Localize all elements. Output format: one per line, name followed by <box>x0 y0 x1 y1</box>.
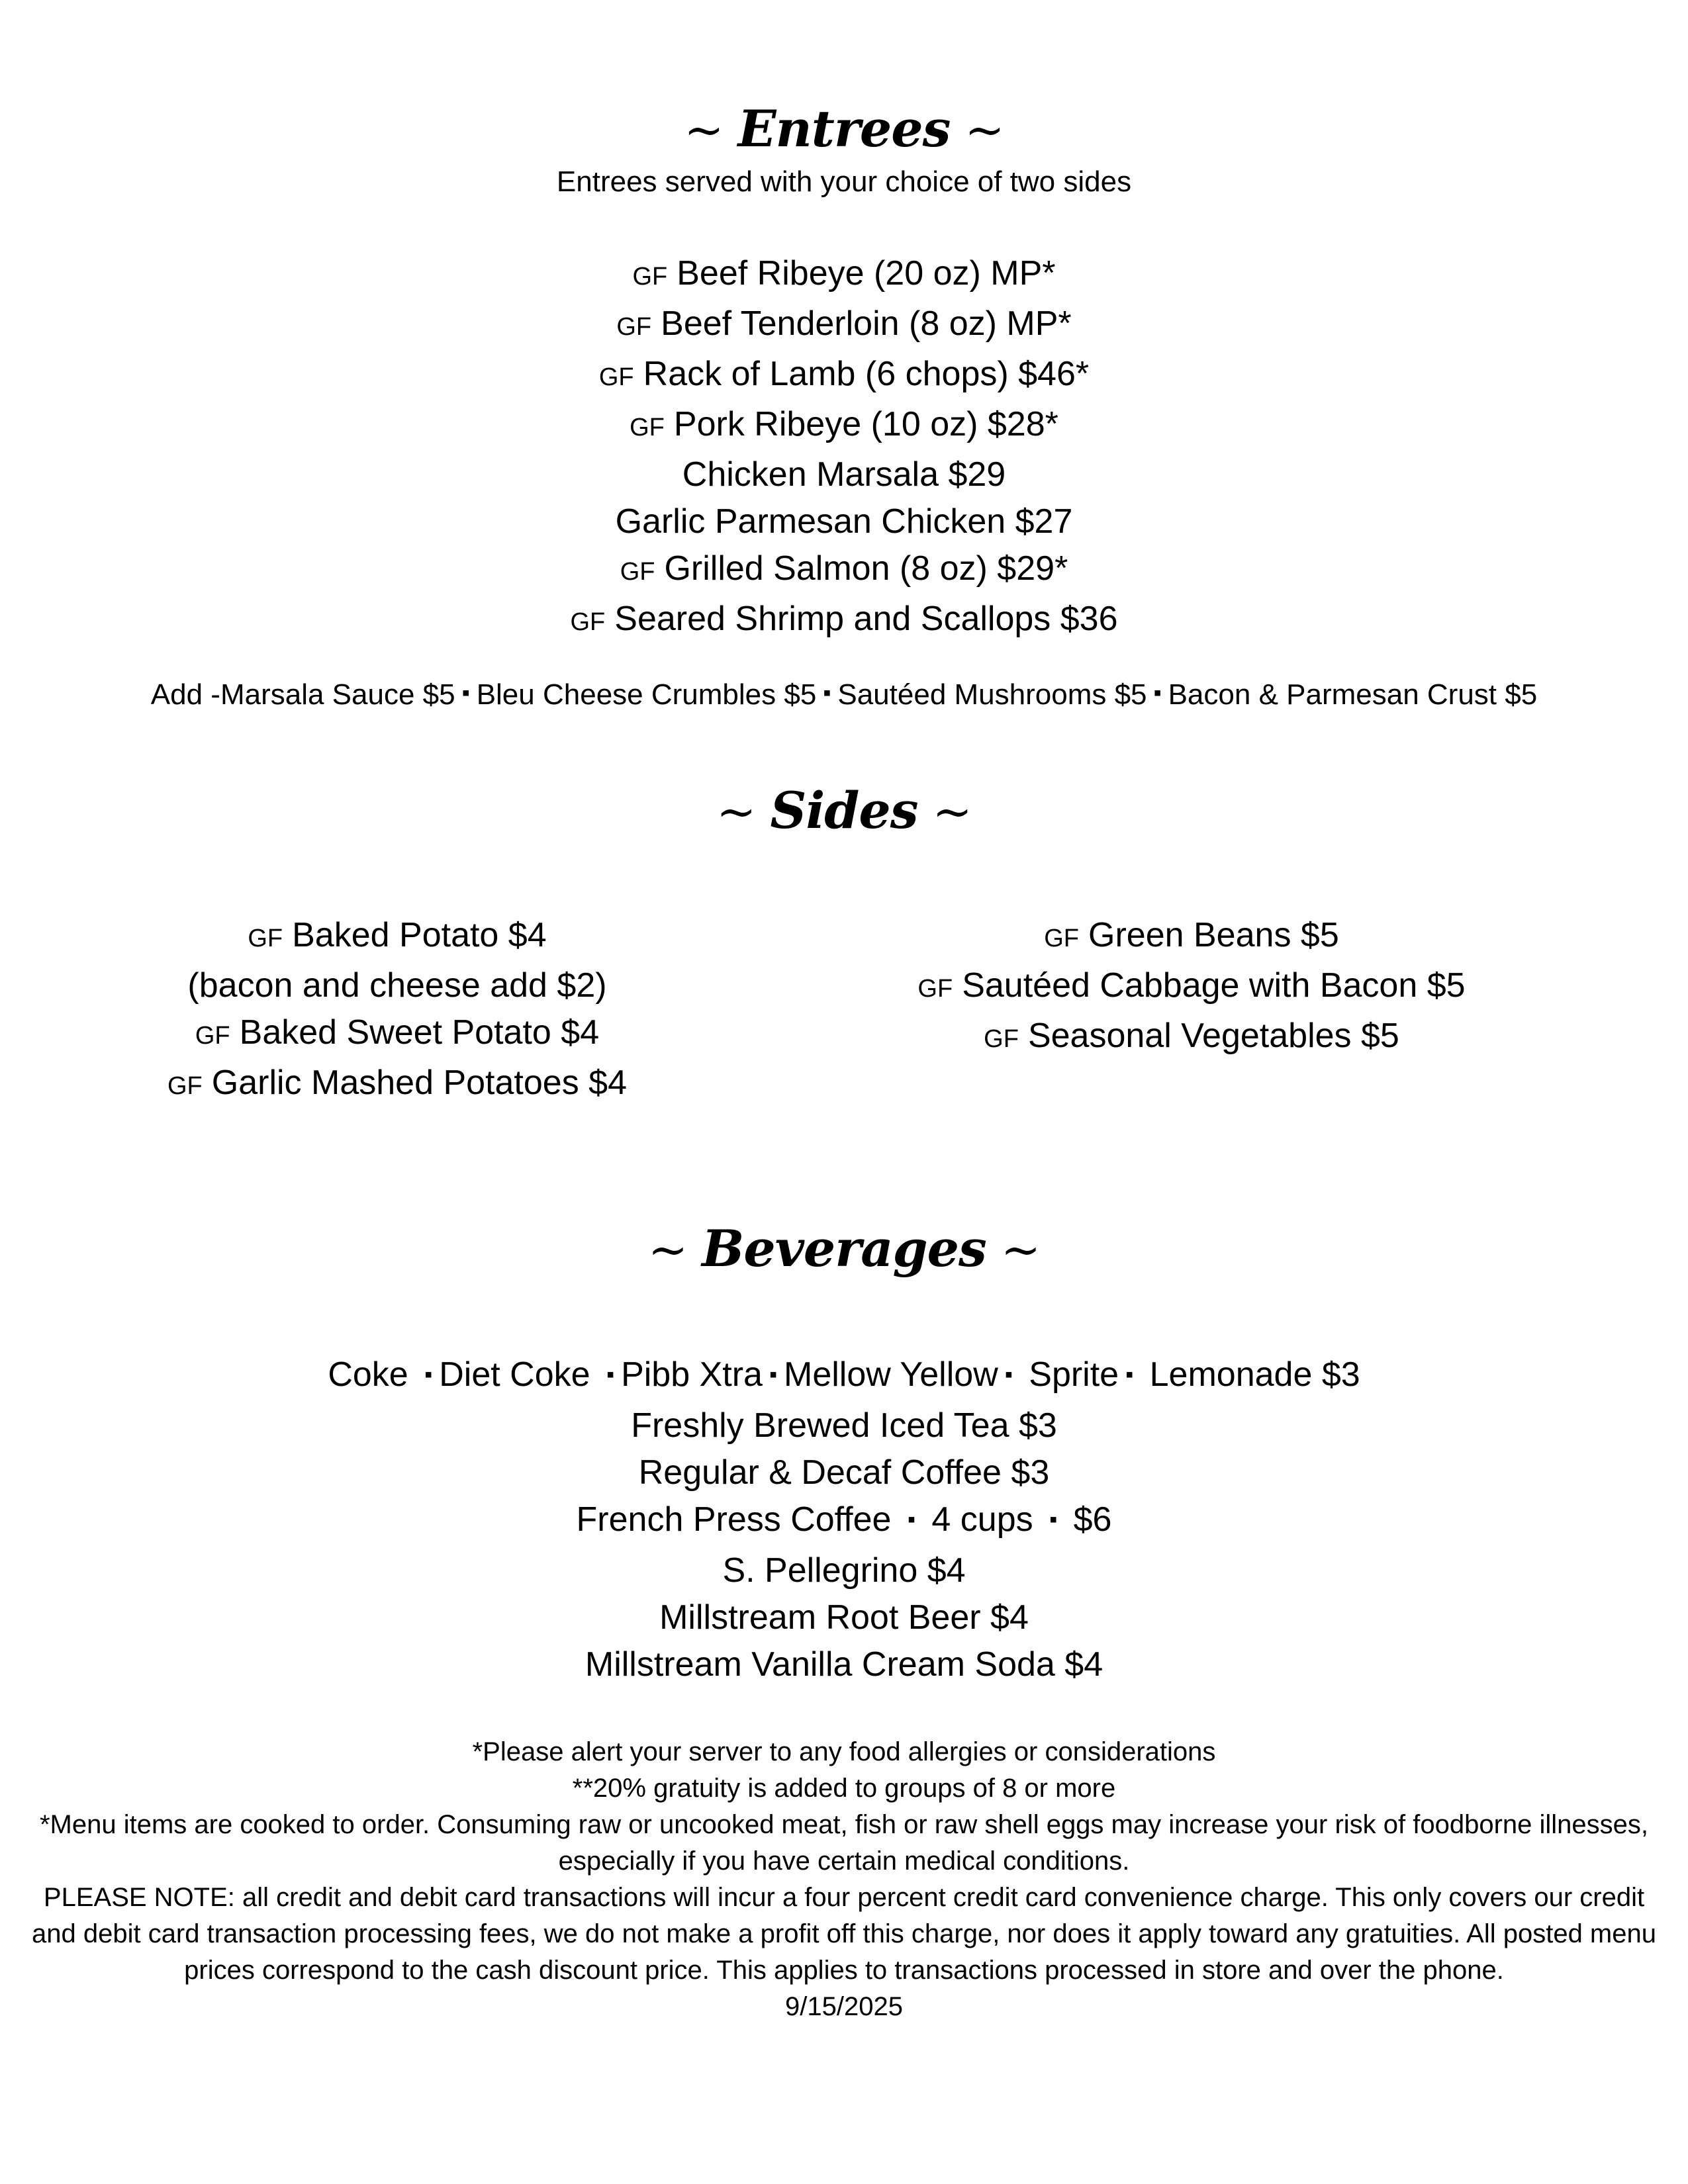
side-text: Garlic Mashed Potatoes $4 <box>211 1064 627 1102</box>
beverage-item: Regular & Decaf Coffee $3 <box>638 1453 1050 1492</box>
sides-title: Sides <box>770 781 918 840</box>
beverage-soda-line <box>0 1351 1688 1402</box>
beverage-text: French Press Coffee <box>576 1500 901 1539</box>
card-fee-note: PLEASE NOTE: all credit and debit card transactions will incur a four percent credit card convenience charge. This only covers our credit and debit card transaction processing fees, we do not make a profit off this charge, nor does it apply toward any gratuities. All posted menu prices correspond to the cash discount price. This applies to transactions processed in store and over the phone. <box>31 1883 1656 1985</box>
entree-text: Chicken Marsala $29 <box>682 455 1006 494</box>
entree-text: Beef Tenderloin (8 oz) MP* <box>661 304 1072 343</box>
tilde-left: ~ <box>684 102 724 158</box>
beverage-item: Millstream Vanilla Cream Soda $4 <box>585 1645 1103 1684</box>
side-item <box>861 1013 1523 1063</box>
gf-tag: GF <box>984 1025 1019 1053</box>
entree-item <box>0 401 1688 451</box>
beverage-item: Millstream Root Beer $4 <box>659 1598 1029 1637</box>
entree-item <box>0 596 1688 646</box>
addon-item: Bacon & Parmesan Crust $5 <box>1168 678 1538 711</box>
entree-text: Grilled Salmon (8 oz) $29* <box>664 549 1068 588</box>
tilde-right: ~ <box>964 102 1004 158</box>
entree-text: Seared Shrimp and Scallops $36 <box>614 600 1118 638</box>
separator-dot: ▪ <box>424 1362 433 1387</box>
gf-tag: GF <box>167 1072 203 1100</box>
tilde-right: ~ <box>1000 1222 1041 1277</box>
entree-item <box>0 498 1688 545</box>
entree-text: Beef Ribeye (20 oz) MP* <box>677 254 1056 293</box>
side-item <box>132 962 662 1009</box>
separator-dot: ▪ <box>1049 1507 1058 1532</box>
separator-dot: ▪ <box>1153 680 1162 705</box>
entrees-heading <box>0 99 1688 158</box>
sides-right-column <box>861 912 1523 1063</box>
beverage-item: Freshly Brewed Iced Tea $3 <box>631 1406 1057 1445</box>
separator-dot: ▪ <box>461 680 470 705</box>
tilde-left: ~ <box>716 784 756 839</box>
tilde-right: ~ <box>932 784 972 839</box>
entree-text: Garlic Parmesan Chicken $27 <box>615 502 1073 541</box>
footer-notes <box>0 1734 1688 2025</box>
beverage-text: Pibb Xtra <box>621 1355 763 1394</box>
gf-tag: GF <box>630 414 665 441</box>
separator-dot: ▪ <box>1125 1362 1134 1387</box>
entree-item <box>0 451 1688 498</box>
entrees-subtitle: Entrees served with your choice of two sides <box>556 165 1132 198</box>
side-item <box>861 912 1523 962</box>
beverage-text: Sprite <box>1019 1355 1119 1394</box>
separator-dot: ▪ <box>823 680 831 705</box>
entree-item <box>0 545 1688 596</box>
addon-item: Marsala Sauce $5 <box>220 678 455 711</box>
sides-heading <box>0 781 1688 840</box>
beverage-text: $6 <box>1064 1500 1112 1539</box>
gf-tag: GF <box>620 558 655 586</box>
entree-item <box>0 250 1688 300</box>
side-item <box>132 912 662 962</box>
beverage-press-line <box>0 1496 1688 1547</box>
addons-prefix: Add - <box>150 678 220 711</box>
addon-item: Bleu Cheese Crumbles $5 <box>476 678 817 711</box>
entree-text: Pork Ribeye (10 oz) $28* <box>673 405 1058 443</box>
side-text: Baked Potato $4 <box>292 916 547 954</box>
beverages-title: Beverages <box>702 1219 986 1278</box>
side-item <box>132 1060 662 1110</box>
gf-tag: GF <box>1044 925 1080 952</box>
side-item <box>861 962 1523 1013</box>
separator-dot: ▪ <box>606 1362 615 1387</box>
gf-tag: GF <box>616 313 652 341</box>
gf-tag: GF <box>598 363 634 391</box>
entree-item <box>0 351 1688 401</box>
side-text: Green Beans $5 <box>1088 916 1339 954</box>
entrees-title: Entrees <box>737 99 951 158</box>
side-text: Baked Sweet Potato $4 <box>239 1013 600 1052</box>
gf-tag: GF <box>632 263 668 291</box>
consumer-advisory-note: *Menu items are cooked to order. Consuming raw or uncooked meat, fish or raw shell eggs may increase your risk of foodborne illnesses, especially if you have certain medical conditions. <box>39 1810 1649 1876</box>
gf-tag: GF <box>195 1022 230 1050</box>
separator-dot: ▪ <box>769 1362 778 1387</box>
beverage-text: Coke <box>328 1355 418 1394</box>
gf-tag: GF <box>248 925 283 952</box>
entree-text: Rack of Lamb (6 chops) $46* <box>643 355 1090 393</box>
separator-dot: ▪ <box>907 1507 915 1532</box>
sides-left-column <box>132 912 662 1110</box>
entrees-list <box>0 250 1688 646</box>
gratuity-note: **20% gratuity is added to groups of 8 or more <box>572 1774 1116 1803</box>
beverages-heading <box>0 1219 1688 1278</box>
tilde-left: ~ <box>647 1222 688 1277</box>
beverage-text: Diet Coke <box>439 1355 600 1394</box>
beverages-list <box>0 1351 1688 1688</box>
beverage-item: S. Pellegrino $4 <box>722 1551 966 1590</box>
beverage-text: Mellow Yellow <box>784 1355 998 1394</box>
beverage-text: 4 cups <box>921 1500 1043 1539</box>
gf-tag: GF <box>570 608 606 636</box>
side-text: Seasonal Vegetables $5 <box>1027 1017 1399 1055</box>
beverage-text: Lemonade $3 <box>1140 1355 1360 1394</box>
addon-item: Sautéed Mushrooms $5 <box>837 678 1147 711</box>
menu-date: 9/15/2025 <box>785 1992 903 2021</box>
separator-dot: ▪ <box>1004 1362 1013 1387</box>
entree-item <box>0 300 1688 351</box>
side-text: Sautéed Cabbage with Bacon $5 <box>962 966 1466 1005</box>
allergy-note: *Please alert your server to any food allergies or considerations <box>472 1737 1216 1766</box>
gf-tag: GF <box>917 975 953 1003</box>
side-text: (bacon and cheese add $2) <box>187 966 607 1005</box>
entree-addons <box>0 678 1688 711</box>
side-item <box>132 1009 662 1060</box>
